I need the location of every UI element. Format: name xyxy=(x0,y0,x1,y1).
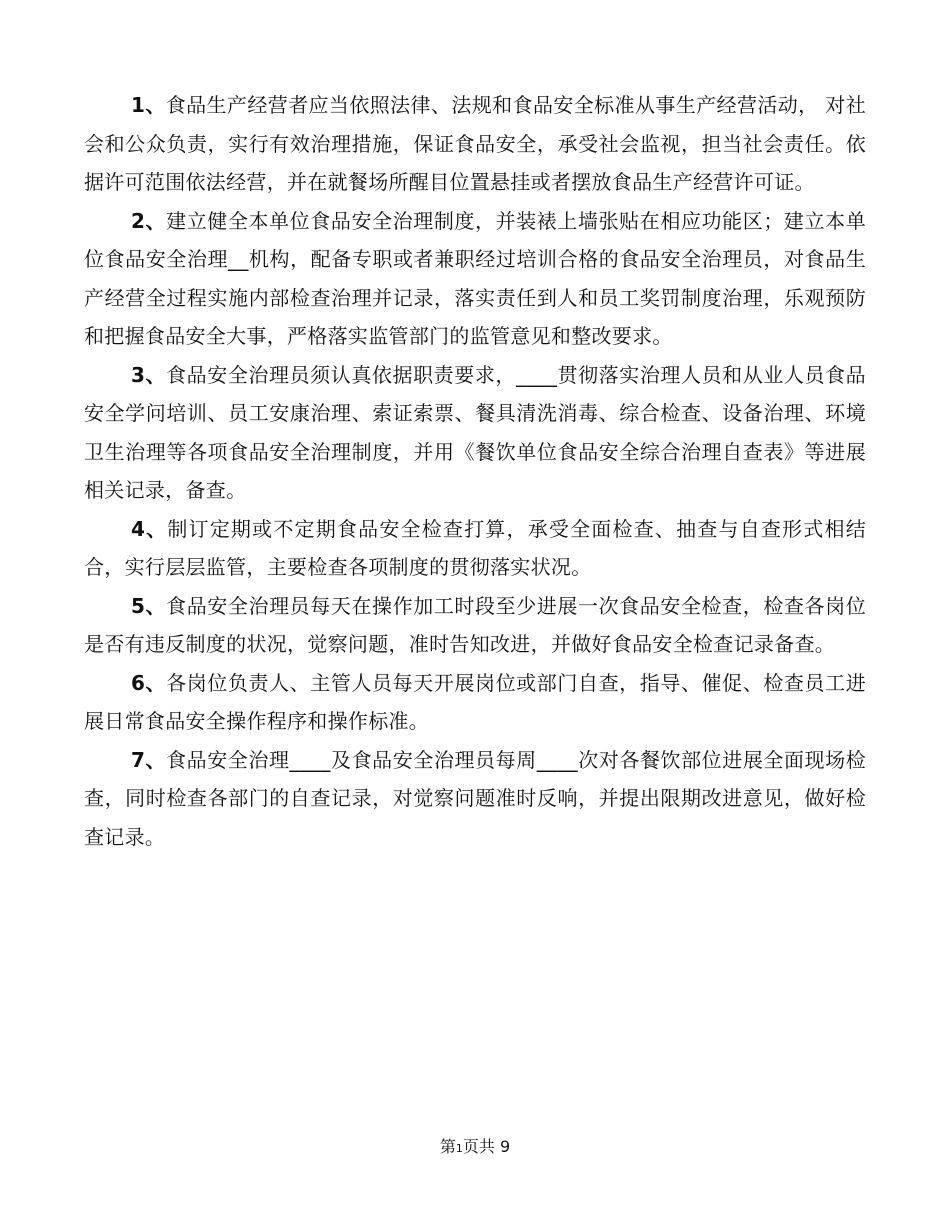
paragraph-number: 1 xyxy=(131,93,146,117)
paragraph-separator: 、 xyxy=(145,362,167,387)
paragraph-number: 4 xyxy=(131,516,146,541)
paragraph-6 xyxy=(84,664,866,741)
footer-total-pages: 9 xyxy=(499,1137,511,1156)
paragraph-number: 5 xyxy=(131,593,146,618)
paragraph-number: 2 xyxy=(131,208,146,233)
paragraph-number: 6 xyxy=(131,670,146,695)
paragraph-number: 3 xyxy=(131,362,146,387)
paragraph-2 xyxy=(84,202,866,356)
paragraph-text: 制订定期或不定期食品安全检查打算，承受全面检查、抽查与自查形式相结合，实行层层监管，主要检查各项制度的贯彻落实状况。 xyxy=(84,516,866,579)
paragraph-separator: 、 xyxy=(145,670,167,695)
paragraph-separator: 、 xyxy=(145,208,167,233)
paragraph-text: 各岗位负责人、主管人员每天开展岗位或部门自查，指导、催促、检查员工进展日常食品安全操作程序和操作标准。 xyxy=(84,670,866,733)
paragraph-separator: 、 xyxy=(145,516,168,541)
paragraph-text: 食品安全治理员须认真依据职责要求，____贯彻落实治理人员和从业人员食品安全学问培训、员工安康治理、索证索票、餐具清洗消毒、综合检查、设备治理、环境卫生治理等各项食品安全治理制度，并用《餐饮单位食品安全综合治理自查表》等进展相关记录，备查。 xyxy=(84,362,866,502)
paragraph-1 xyxy=(84,86,866,202)
footer-middle: 页共 xyxy=(462,1137,495,1156)
paragraph-text: 食品安全治理员每天在操作加工时段至少进展一次食品安全检查，检查各岗位是否有违反制度的状况，觉察问题，准时告知改进，并做好食品安全检查记录备查。 xyxy=(84,593,866,656)
paragraph-3 xyxy=(84,356,866,510)
footer-page-number: 1 xyxy=(455,1142,463,1155)
paragraph-separator: 、 xyxy=(145,747,167,772)
paragraph-text: 食品安全治理____及食品安全治理员每周____次对各餐饮部位进展全面现场检查，同时检查各部门的自查记录，对觉察问题准时反响，并提出限期改进意见，做好检查记录。 xyxy=(84,747,866,849)
paragraph-4 xyxy=(84,510,866,587)
footer-prefix: 第 xyxy=(439,1137,456,1156)
paragraph-text: 建立健全本单位食品安全治理制度，并装裱上墙张贴在相应功能区；建立本单位食品安全治理__机构，配备专职或者兼职经过培训合格的食品安全治理员，对食品生产经营全过程实施内部检查治理并记录，落实责任到人和员工奖罚制度治理，乐观预防和把握食品安全大事，严格落实监管部门的监管意见和整改要求。 xyxy=(84,208,866,348)
page-footer xyxy=(0,1134,950,1157)
paragraph-separator: 、 xyxy=(145,93,166,117)
paragraph-7 xyxy=(84,741,866,857)
paragraph-separator: 、 xyxy=(145,593,167,618)
paragraph-number: 7 xyxy=(131,747,146,772)
paragraph-text: 食品生产经营者应当依照法律、法规和食品安全标准从事生产经营活动， 对社会和公众负责，实行有效治理措施，保证食品安全，承受社会监视，担当社会责任。依据许可范围依法经营，并在就餐场所醒目位置悬挂或者摆放食品生产经营许可证。 xyxy=(84,93,866,194)
document-body xyxy=(84,86,866,856)
paragraph-5 xyxy=(84,587,866,664)
